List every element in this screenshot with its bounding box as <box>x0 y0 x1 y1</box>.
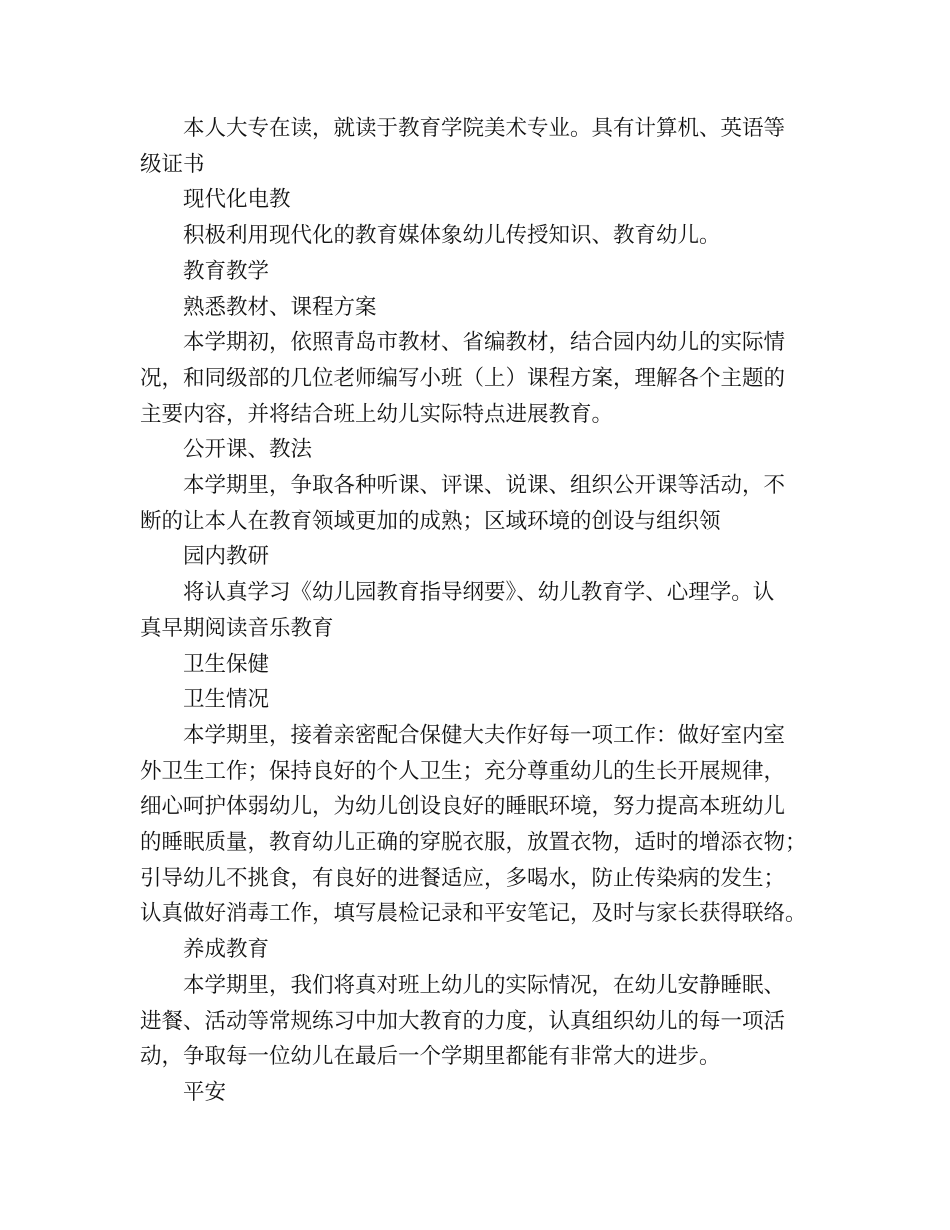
paragraph <box>140 290 822 326</box>
text-line: 况，和同级部的几位老师编写小班（上）课程方案，理解各个主题的 <box>140 365 786 391</box>
text-line: 的睡眠质量，教育幼儿正确的穿脱衣服，放置衣物，适时的增添衣物； <box>140 830 807 856</box>
paragraph <box>140 111 822 182</box>
paragraph <box>140 718 822 932</box>
text-line: 现代化电教 <box>183 187 291 213</box>
text-line: 细心呵护体弱幼儿，为幼儿创设良好的睡眠环境，努力提高本班幼儿 <box>140 794 786 820</box>
text-line: 动，争取每一位幼儿在最后一个学期里都能有非常大的进步。 <box>140 1044 721 1070</box>
text-line: 外卫生工作；保持良好的个人卫生；充分尊重幼儿的生长开展规律， <box>140 758 786 784</box>
text-line: 真早期阅读音乐教育 <box>140 615 334 641</box>
paragraph <box>140 218 822 254</box>
text-line: 本人大专在读，就读于教育学院美术专业。具有计算机、英语等 <box>183 116 786 141</box>
text-line: 将认真学习《幼儿园教育指导纲要》、幼儿教育学、心理学。认 <box>183 580 775 606</box>
text-line: 卫生情况 <box>183 687 270 713</box>
paragraph <box>140 254 822 290</box>
text-line: 积极利用现代化的教育媒体象幼儿传授知识、教育幼儿。 <box>183 223 721 249</box>
text-line: 级证书 <box>140 151 205 177</box>
text-line: 引导幼儿不挑食，有良好的进餐适应，多喝水，防止传染病的发生； <box>140 865 786 891</box>
paragraph <box>140 539 822 575</box>
paragraph <box>140 1075 822 1111</box>
text-line: 平安 <box>183 1079 227 1105</box>
text-line: 熟悉教材、课程方案 <box>183 294 377 320</box>
text-line: 本学期初，依照青岛市教材、省编教材，结合园内幼儿的实际情 <box>183 330 786 356</box>
text-line: 主要内容，并将结合班上幼儿实际特点进展教育。 <box>140 401 614 427</box>
text-line: 卫生保健 <box>183 651 270 677</box>
document-body <box>140 111 822 1111</box>
text-line: 进餐、活动等常规练习中加大教育的力度，认真组织幼儿的每一项活 <box>140 1008 786 1034</box>
paragraph <box>140 325 822 432</box>
paragraph <box>140 432 822 468</box>
text-line: 本学期里，接着亲密配合保健大夫作好每一项工作：做好室内室 <box>183 722 786 748</box>
text-line: 园内教研 <box>183 544 270 570</box>
paragraph <box>140 182 822 218</box>
paragraph <box>140 468 822 539</box>
paragraph <box>140 575 822 646</box>
text-line: 断的让本人在教育领域更加的成熟；区域环境的创设与组织领 <box>140 508 721 534</box>
text-line: 本学期里，我们将真对班上幼儿的实际情况，在幼儿安静睡眠、 <box>183 972 786 998</box>
paragraph <box>140 932 822 968</box>
paragraph <box>140 968 822 1075</box>
text-line: 本学期里，争取各种听课、评课、说课、组织公开课等活动，不 <box>183 473 786 499</box>
paragraph <box>140 647 822 683</box>
text-line: 认真做好消毒工作，填写晨检记录和平安笔记，及时与家长获得联络。 <box>140 901 807 927</box>
text-line: 养成教育 <box>183 937 270 963</box>
text-line: 公开课、教法 <box>183 437 313 463</box>
text-line: 教育教学 <box>183 258 270 284</box>
paragraph <box>140 682 822 718</box>
